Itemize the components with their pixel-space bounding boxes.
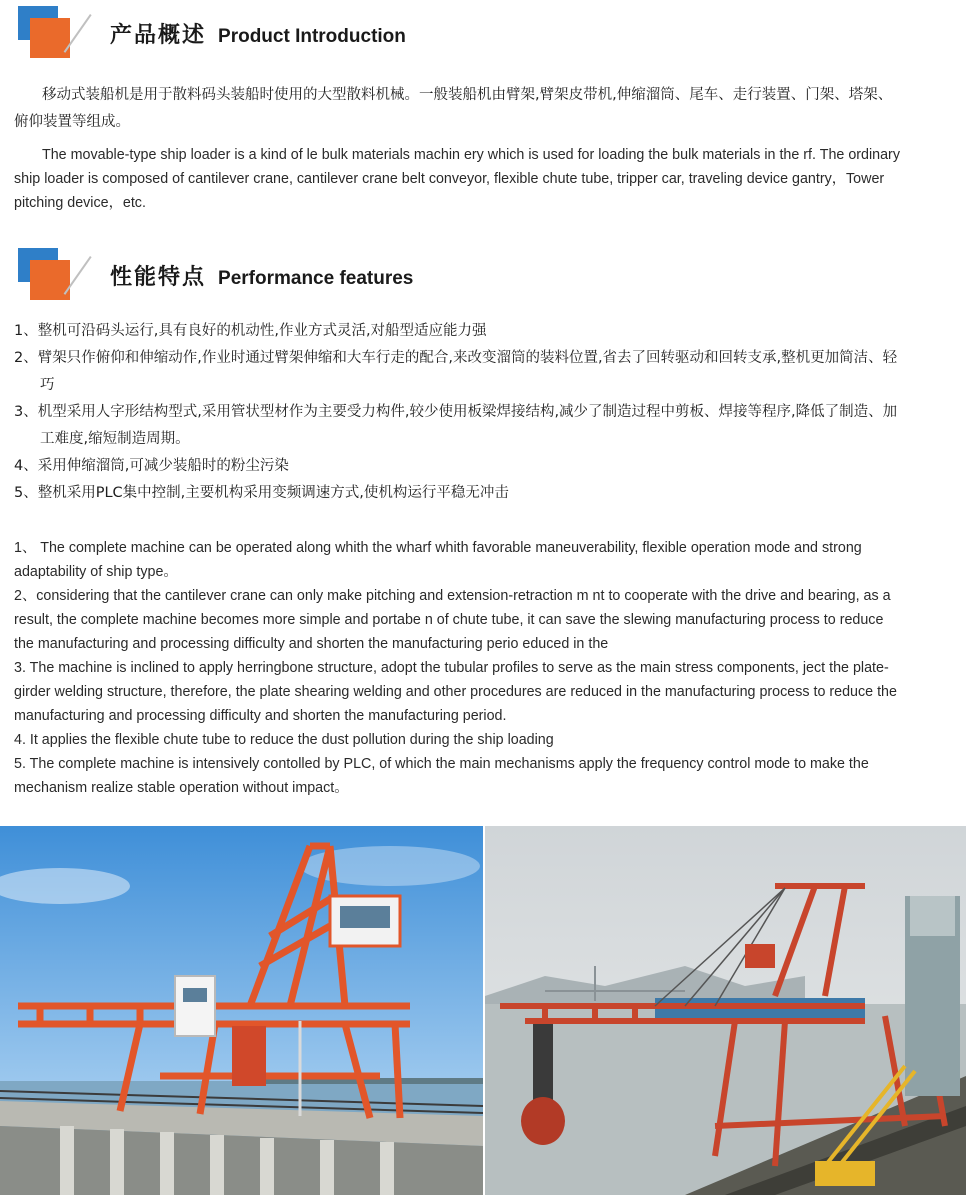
feature-item-zh: 1、整机可沿码头运行,具有良好的机动性,作业方式灵活,对船型适应能力强 (14, 323, 487, 339)
ship-loader-photo-left (0, 826, 483, 1195)
feature-item-zh: 5、整机采用PLC集中控制,主要机构采用变频调速方式,使机构运行平稳无冲击 (14, 485, 509, 501)
intro-title-zh: 产品概述 (110, 23, 207, 48)
intro-body-zh: 移动式装船机是用于散料码头装船时使用的大型散料机械。一般装船机由臂架,臂架皮带机,伸缩溜筒、尾车、走行装置、门架、塔架、俯仰装置等组成。 (14, 87, 893, 130)
section-header-intro (18, 6, 618, 60)
features-heading (110, 260, 413, 291)
photo-row (0, 826, 966, 1195)
ship-loader-photo-1-icon (0, 826, 483, 1195)
feature-item-en: 3. The machine is inclined to apply herringbone structure, adopt the tubular profiles to serve as the main stress components, ject the plate-girder welding structure, therefore, the plate shearing welding and other procedures are reduced in the manufacturing process to reduce the manufacturing and processing difficulty and shorten the manufacturing period. (14, 660, 897, 724)
feature-item-zh: 3、机型采用人字形结构型式,采用管状型材作为主要受力构件,较少使用板梁焊接结构,减少了制造过程中剪板、焊接等程序,降低了制造、加工难度,缩短制造周期。 (14, 404, 898, 447)
feature-item-en: 4. It applies the flexible chute tube to reduce the dust pollution during the ship loading (14, 732, 554, 748)
features-list-zh (14, 318, 906, 507)
features-list-en (14, 536, 906, 800)
ship-loader-photo-right (485, 826, 966, 1195)
features-title-zh: 性能特点 (110, 265, 207, 290)
section-header-features (18, 248, 618, 302)
feature-item-en: 5. The complete machine is intensively contolled by PLC, of which the main mechanisms apply the frequency control mode to make the mechanism realize stable operation without impact。 (14, 756, 869, 796)
intro-title-en: Product Introduction (218, 26, 406, 47)
feature-item-zh: 4、采用伸缩溜筒,可减少装船时的粉尘污染 (14, 458, 289, 474)
features-title-en: Performance features (218, 268, 414, 289)
header-decoration-icon (18, 248, 110, 302)
ship-loader-photo-2-icon (485, 826, 966, 1195)
feature-item-zh: 2、臂架只作俯仰和伸缩动作,作业时通过臂架伸缩和大车行走的配合,来改变溜筒的装料位置,省去了回转驱动和回转支承,整机更加简洁、轻巧 (14, 350, 898, 393)
feature-item-en: 1、 The complete machine can be operated along whith the wharf whith favorable maneuverability, flexible operation mode and strong adaptability of ship type。 (14, 540, 862, 580)
intro-heading (110, 18, 406, 49)
feature-item-en: 2、considering that the cantilever crane can only make pitching and extension-retraction m nt to cooperate with the drive and bearing, as a result, the complete machine becomes more simple and portabe n of chute tube, it can save the slewing manufacturing process to reduce the manufacturing and processing difficulty and shorten the manufacturing perio educed in the (14, 588, 891, 652)
header-decoration-icon (18, 6, 110, 60)
intro-body-en: The movable-type ship loader is a kind of le bulk materials machin ery which is used for loading the bulk materials in the rf. The ordinary ship loader is composed of cantilever crane, cantilever crane belt conveyor, flexible chute tube, tripper car, traveling device gantry，Tower pitching device，etc. (14, 147, 900, 211)
